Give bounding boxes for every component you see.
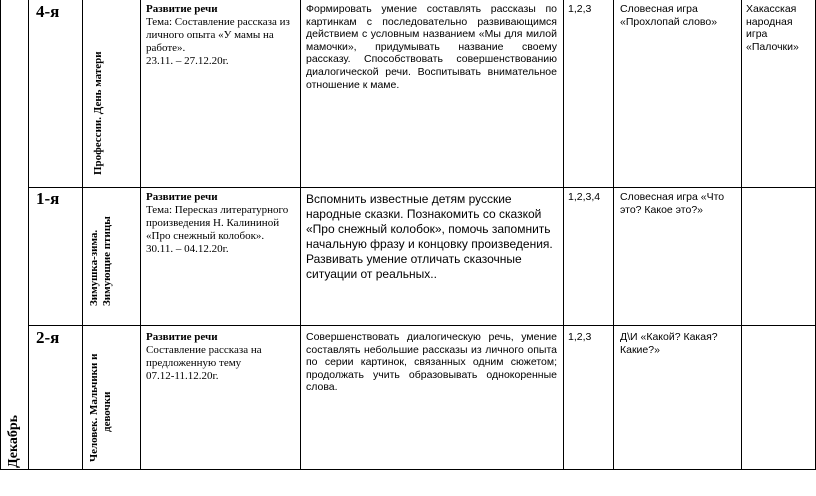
lesson-cell [146, 3, 296, 68]
topic-label [92, 51, 105, 175]
lesson-dates: 07.12-11.12.20г. [146, 370, 219, 382]
game-cell: Д\И «Какой? Какая? Какие?» [620, 331, 718, 356]
col-divider [140, 0, 141, 470]
week-label: 2-я [36, 328, 60, 347]
lesson-topic: Составление рассказа на предложенную тему [146, 344, 262, 369]
col-divider [82, 0, 83, 470]
lesson-numbers: 1,2,3 [568, 3, 592, 15]
lesson-dates: 30.11. – 04.12.20г. [146, 243, 229, 255]
table-border-left [0, 0, 1, 470]
topic-label [88, 216, 114, 306]
section-title: Развитие речи [146, 191, 218, 203]
section-title: Развитие речи [146, 331, 218, 343]
section-title: Развитие речи [146, 3, 218, 15]
week-label: 1-я [36, 189, 60, 208]
topic-line: Профессии. День матери [92, 51, 104, 175]
month-label: Декабрь [6, 414, 21, 468]
table-border-bottom [0, 469, 816, 470]
topic-line: Зимушка-зима. [88, 229, 100, 306]
topic-line: Человек. Мальчики и [88, 353, 100, 462]
lesson-topic: Тема: Составление рассказа из личного опыта «У мамы на работе». [146, 16, 290, 54]
lesson-numbers: 1,2,3 [568, 331, 592, 343]
extra-cell: Хакасская народная игра «Палочки» [746, 3, 799, 53]
lesson-numbers: 1,2,3,4 [568, 191, 601, 203]
row-divider [28, 325, 816, 326]
lesson-goals: Формировать умение составлять рассказы по картинкам с последовательно развивающимся действием с условным названием «Мы для милой мамочки», придумывать название своему рассказу. Способствовать совершенствованию диалогической речи. Воспитывать внимательное отношение к маме. [306, 3, 557, 91]
col-divider [613, 0, 614, 470]
col-divider [300, 0, 301, 470]
lesson-dates: 23.11. – 27.12.20г. [146, 55, 229, 67]
topic-line: девочки [101, 391, 113, 432]
topic-line: Зимующие птицы [101, 216, 113, 306]
col-divider [741, 0, 742, 470]
lesson-topic: Тема: Пересказ литературного произведения Н. Калининой «Про снежный колобок». [146, 204, 289, 242]
lesson-cell [146, 191, 300, 256]
topic-label [88, 354, 114, 462]
col-divider [563, 0, 564, 470]
row-divider [28, 187, 816, 188]
game-cell: Словесная игра «Прохлопай слово» [620, 3, 718, 28]
week-label: 4-я [36, 2, 60, 21]
col-divider [28, 0, 29, 470]
lesson-goals: Вспомнить известные детям русские народные сказки. Познакомить со сказкой «Про снежный колобок», помочь запомнить начальную фразу и концовку произведения. Развивать умение отличать сказочные ситуации от реальных.. [306, 192, 553, 281]
game-cell: Словесная игра «Что это? Какое это?» [620, 191, 725, 216]
lesson-cell [146, 331, 296, 383]
lesson-goals: Совершенствовать диалогическую речь, умение составлять небольшие рассказы из личного опыта по серии картинок, связанных одним сюжетом; продолжать учить образовывать однокоренные слова. [306, 331, 557, 394]
